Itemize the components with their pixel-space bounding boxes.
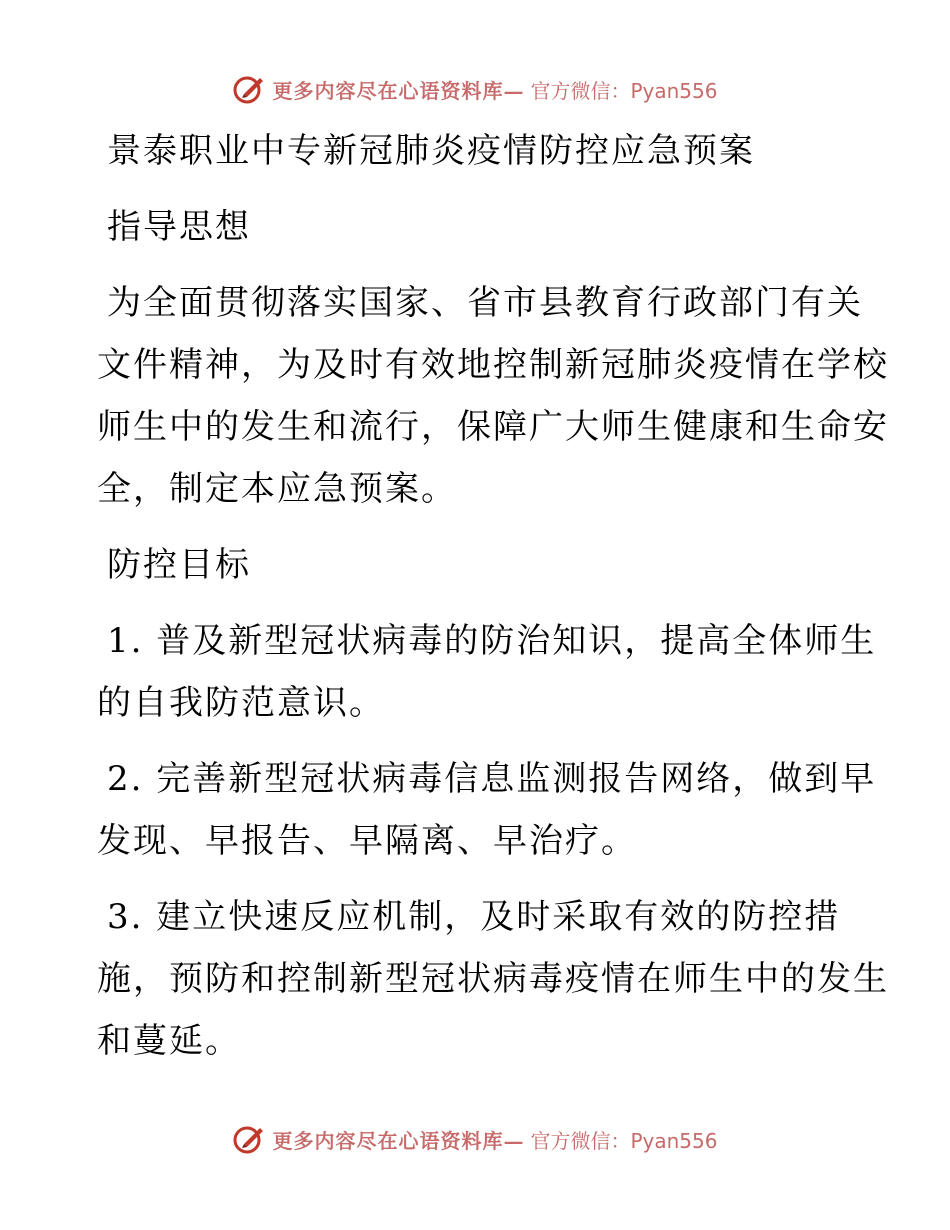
goals-heading: 防控目标 bbox=[107, 545, 251, 585]
paragraph-line: 1. 普及新型冠状病毒的防治知识，提高全体师生 bbox=[107, 621, 877, 661]
guiding-heading: 指导思想 bbox=[107, 207, 251, 247]
paragraph-line: 全，制定本应急预案。 bbox=[97, 469, 457, 509]
paragraph-line: 师生中的发生和流行，保障广大师生健康和生命安 bbox=[97, 407, 889, 447]
pen-logo-icon bbox=[232, 1122, 266, 1156]
paragraph-line: 发现、早报告、早隔离、早治疗。 bbox=[97, 821, 637, 861]
paragraph-line: 文件精神，为及时有效地控制新冠肺炎疫情在学校 bbox=[97, 345, 889, 385]
watermark-text: 更多内容尽在心语资料库— bbox=[272, 1128, 525, 1153]
paragraph-line: 施，预防和控制新型冠状病毒疫情在师生中的发生 bbox=[97, 959, 889, 999]
goal-item-2 bbox=[97, 748, 877, 872]
paragraph-line: 和蔓延。 bbox=[97, 1021, 241, 1061]
paragraph-line: 为全面贯彻落实国家、省市县教育行政部门有关 bbox=[107, 283, 863, 323]
paragraph-line: 2. 完善新型冠状病毒信息监测报告网络，做到早 bbox=[107, 759, 877, 799]
goal-item-1 bbox=[97, 610, 877, 734]
goal-item-3 bbox=[97, 886, 889, 1072]
paragraph-line: 的自我防范意识。 bbox=[97, 683, 385, 723]
watermark-contact: 官方微信：Pyan556 bbox=[530, 1128, 718, 1153]
watermark-contact: 官方微信：Pyan556 bbox=[530, 78, 718, 103]
watermark-header bbox=[0, 72, 950, 106]
document-title: 景泰职业中专新冠肺炎疫情防控应急预案 bbox=[107, 131, 755, 171]
paragraph-line: 3. 建立快速反应机制，及时采取有效的防控措 bbox=[107, 897, 841, 937]
watermark-footer bbox=[0, 1122, 950, 1156]
pen-logo-icon bbox=[232, 72, 266, 106]
watermark-text: 更多内容尽在心语资料库— bbox=[272, 78, 525, 103]
document-body bbox=[97, 120, 889, 1086]
guiding-paragraph bbox=[97, 272, 889, 520]
